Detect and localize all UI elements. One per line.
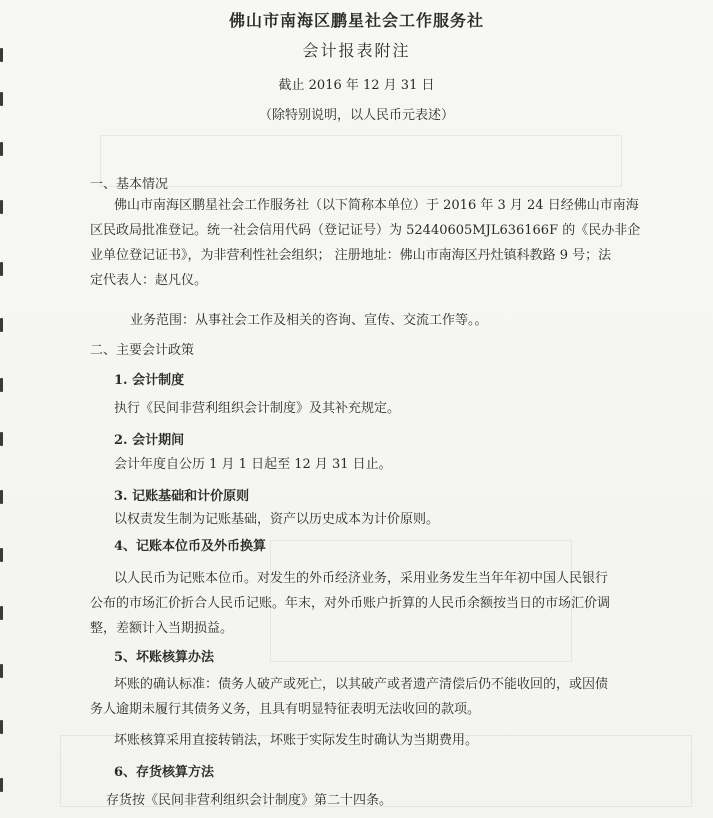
paragraph-line: 区民政局批准登记。统一社会信用代码（登记证号）为 52440605MJL636166F 的《民办非企 <box>90 223 641 238</box>
paragraph-line: 以人民币为记账本位币。对发生的外币经济业务，采用业务发生当年年初中国人民银行 <box>114 571 609 586</box>
policy-text: 执行《民间非营利组织会计制度》及其补充规定。 <box>114 401 401 416</box>
policy-title: 4、记账本位币及外币换算 <box>114 539 267 554</box>
currency-note: （除特别说明，以人民币元表述） <box>258 108 454 123</box>
policy-title: 5、坏账核算办法 <box>114 650 215 665</box>
policy-title: 6、存货核算方法 <box>114 765 215 780</box>
business-scope: 业务范围：从事社会工作及相关的咨询、宣传、交流工作等。。 <box>130 313 488 328</box>
bleed-through-table <box>100 135 622 187</box>
paragraph-line: 定代表人：赵凡仪。 <box>90 273 208 288</box>
paragraph-line: 公布的市场汇价折合人民币记账。年末，对外币账户折算的人民币余额按当日的市场汇价调 <box>90 596 611 611</box>
section-heading-accounting-policy: 二、主要会计政策 <box>90 343 195 358</box>
policy-text: 会计年度自公历 1 月 1 日起至 12 月 31 日止。 <box>114 457 392 472</box>
policy-title: 1. 会计制度 <box>114 373 185 388</box>
policy-title: 2. 会计期间 <box>114 433 185 448</box>
paragraph-line: 整，差额计入当期损益。 <box>90 621 234 636</box>
policy-title: 3. 记账基础和计价原则 <box>114 489 250 504</box>
report-title: 会计报表附注 <box>302 41 411 60</box>
paragraph-line: 务人逾期未履行其债务义务，且具有明显特征表明无法收回的款项。 <box>90 702 481 717</box>
report-date: 截止 2016 年 12 月 31 日 <box>278 78 435 93</box>
paragraph-line: 佛山市南海区鹏星社会工作服务社（以下简称本单位）于 2016 年 3 月 24 日经佛山市南海 <box>114 198 639 213</box>
paragraph-line: 坏账核算采用直接转销法，坏账于实际发生时确认为当期费用。 <box>114 733 479 748</box>
organization-title: 佛山市南海区鹏星社会工作服务社 <box>228 11 484 30</box>
policy-text: 以权责发生制为记账基础，资产以历史成本为计价原则。 <box>114 512 440 527</box>
policy-text: 存货按《民间非营利组织会计制度》第二十四条。 <box>106 793 393 808</box>
section-heading-basic-info: 一、基本情况 <box>90 177 169 192</box>
paragraph-line: 坏账的确认标准：债务人破产或死亡，以其破产或者遗产清偿后仍不能收回的，或因债 <box>114 677 609 692</box>
paragraph-line: 业单位登记证书》，为非营利性社会组织； 注册地址：佛山市南海区丹灶镇科教路 9 号；法 <box>90 248 612 263</box>
